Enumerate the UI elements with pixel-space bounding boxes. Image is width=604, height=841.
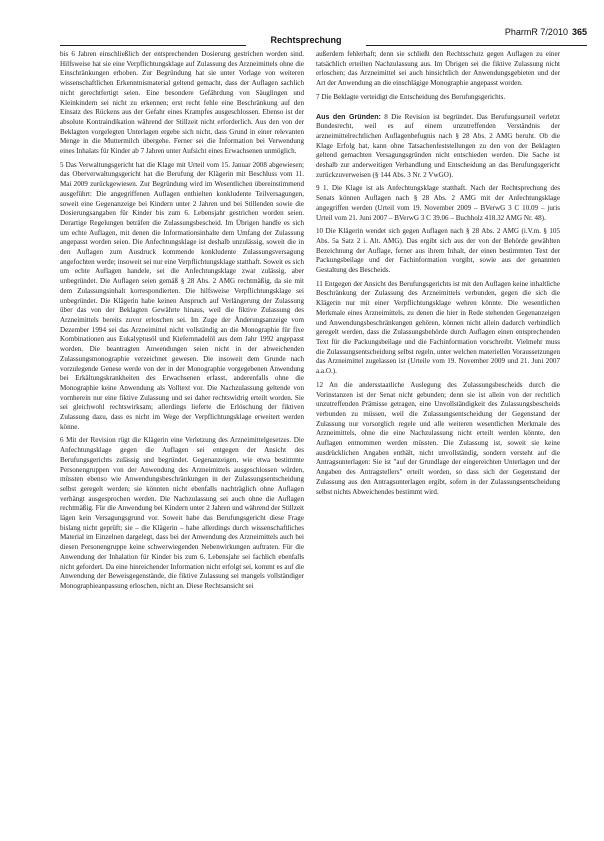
- paragraph: 9 1. Die Klage ist als Anfechtungsklage statthaft. Nach der Rechtsprechung des Senats können Auflagen nach § 28 Abs. 2 AMG mit der Anfechtungsklage angegriffen werden (Urteil vom 19. November 2009 – BVerwG 3 C 10.09 – juris Urteil vom 21. Juni 2007 – BVerwG 3 C 39.06 – Buchholz 418.32 AMG Nr. 48).: [316, 184, 560, 222]
- section-title: Rechtsprechung: [270, 35, 342, 45]
- paragraph: 10 Die Klägerin wendet sich gegen Auflagen nach § 28 Abs. 2 AMG (i.V.m. § 105 Abs. 5a Satz 2 i. Alt. AMG). Das ergibt sich aus der von der Behörde gewählten Bezeichnung der Auflage, ferner aus ihrem Inhalt, der einen bestimmten Text der Packungsbeilage und der Fachinformation vorgibt, sowie aus der genannten Gestaltung des Bescheids.: [316, 227, 560, 275]
- reasons-heading: Aus den Gründen:: [316, 112, 381, 121]
- header-rule-right: [366, 45, 587, 46]
- page-header: [0, 0, 604, 48]
- left-column: [60, 50, 304, 834]
- journal-info: [505, 27, 587, 37]
- paragraph: 7 Die Beklagte verteidigt die Entscheidung des Berufungsgerichts.: [316, 92, 506, 101]
- paragraph: 12 An die andersstaatliche Auslegung des Zulassungsbescheids durch die Vorinstanzen ist der Senat nicht gebunden; denn sie ist allein von der rechtlich unzutreffenden Prämisse getragen, eine Unvollständigkeit des Zulassungsbescheids verbunden zu müssen, weil die Zulassungsentscheidung der Gegenstand der Zulassung nur vorsorglich regele und alle weiteren wesentlichen Merkmale des Arzneimittels, ohne die eine Nachzulassung nicht erteilt werden könnte, den Auflagen entnommen werden müssten. Die Zulassung ist, soweit sie keine ausdrücklichen Angaben enthält, nicht unvollständig, sondern versteht auf die Antragsunterlagen: Sie ist "auf der Grundlage der eingereichten Unterlagen und der Angaben des Antragstellers" erteilt worden, so dass sich der Gegenstand der Zulassung aus den Antragsunterlagen ergibt, sofern in der Zulassungsentscheidung selbst nichts Abweichendes bestimmt wird.: [316, 380, 560, 496]
- paragraph: außerdem fehlerhaft; denn sie schließt den Rechtsschutz gegen Auflagen zu einer tatsächlich erteilten Nachzulassung aus. Im Übrigen sei die fiktive Zulassung nicht erloschen; das Arzneimittel sei auch hinsichtlich der Anwendungsgebieten und der Art der Anwendung an die einschlägige Monographie angepasst worden.: [316, 50, 560, 88]
- header-rule-left: [60, 45, 246, 46]
- paragraph: 11 Entgegen der Ansicht des Berufungsgerichts ist mit den Auflagen keine inhaltliche Beschränkung der Zulassung des Arzneimittels verbunden, gegen die sich die Klägerin nur mit einer Verpflichtungsklage wehren könnte. Die wesentlichen Merkmale eines Arzneimittels, zu denen die hier in Rede stehenden Gegenanzeigen und Anwendungsbeschränkungen gehören, können nicht allein dadurch verbindlich geregelt werden, dass die Zulassungsbehörde durch Auflagen einen entsprechenden Text für die Packungsbeilage und die Fachinformation vorschreibt. Vielmehr muss die Zulassungsentscheidung selbst regeln, unter welchen materiellen Voraussetzungen das Arzneimittel zugelassen ist (Urteile vom 19. November 2009 und 21. Juni 2007 a.a.O.).: [316, 279, 560, 376]
- paragraph-text: 8 Die Revision ist begründet. Das Berufungsurteil verletzt Bundesrecht, weil es auf einem unzutreffenden Verständnis der arzneimittelrechtlichen Auflagenbefugnis nach § 28 Abs. 2 AMG beruht. Ob die Klage Erfolg hat, kann ohne Tatsachenfeststellungen zu den von der Beklagten geltend gemachten Versagungsgründen nicht entschieden werden. Die Sache ist deshalb zur anderweitigen Verhandlung und Entscheidung an das Berufungsgericht zurückzuverweisen (§ 144 Abs. 3 Nr. 2 VwGO).: [316, 112, 560, 179]
- page-number: 365: [571, 27, 587, 37]
- journal-issue: PharmR 7/2010: [504, 27, 568, 37]
- paragraph: 5 Das Verwaltungsgericht hat die Klage mit Urteil vom 15. Januar 2008 abgewiesen; das Oberverwaltungsgericht hat die Berufung der Klägerin mit Beschluss vom 11. Mai 2009 zurückgewiesen. Zur Begründung wird im Wesentlichen übereinstimmend ausgeführt: Die angegriffenen Auflagen enthielten konkludente Teilversagungen, soweit eine Gegenanzeige bei Kindern unter 2 Jahren und bei Stillenden sowie die Dosierungsangaben für Kinder bis zum 6. Lebensjahr gestrichen worden seien. Derartige Regelungen beträfen die Zulassungsbescheid. Im Übrigen handle es sich um echte Auflagen, mit denen die Informationsinhalte dem Umfang der Zulassung angepasst worden seien. Die Anfechtungsklage ist deshalb unzulässig, soweit die in den Auflagen zum Ausdruck kommende konkludente Zulassungsversagung angefochten werde; insoweit sei nur eine Verpflichtungsklage statthaft. Soweit es sich um echte Auflagen handele, sei die Anfechtungsklage zwar zulässig, aber unbegründet. Die Auflagen seien gemäß § 28 Abs. 2 AMG rechtmäßig, da sie mit dem Zulassungsinhalt korrespondierten. Die hilfsweise Verpflichtungsklage sei unbegründet. Die Klägerin habe keinen Anspruch auf Verlängerung der Zulassung über das von der Beklagten Gewährte hinaus, weil die fiktive Zulassung des Arzneimittels bereits zuvor erloschen sei. Im Zuge der Änderungsanzeige vom Dezember 1994 sei das Arzneimittel nicht vollständig an die Monographie für fixe Kombinationen aus Eukalyptusöl und Kiefernnadelöl aus dem Jahr 1992 angepasst worden. Die beantragten Anwendungen seien nicht in der abweichenden Zulassungsmonographie verzeichnet gewesen. Die insoweit dem Grunde nach vorzulegende Genese werde von der in der Monographie vorgegebenen Anwendung bei Erkältungskrankheiten des Erwachsenen erfasst, anderenfalls ohne die Monographie keine Anwendung als Volltext vor. Die Nachzulassung geltende von vornherein nur eine fiktive Zulassung und sei daher rechtswidrig erteilt worden. Sie sei gleichwohl rechtswirksam; allerdings lieferte die Erlöschung der fiktiven Zulassung dazu, dass es nicht im Wege der Verpflichtungsklage erweitert werden könne.: [60, 160, 304, 431]
- right-column: [316, 50, 560, 834]
- paragraph: 6 Mit der Revision rügt die Klägerin eine Verletzung des Arzneimittelgesetzes. Die Anfechtungsklage gegen die Auflagen sei entgegen der Ansicht des Berufungsgerichts zulässig und begründet. Gegenanzeigen, wie etwa bestimmte Personengruppen von der Anwendung des Arzneimittels ausgeschlossen würden, müssten ebenso wie Anwendungsbeschränkungen in der Zulassungsentscheidung selbst geregelt werden; sie könnten nicht ebenfalls nachträglich ohne Auflagen verhängt ausgesprochen werden. Die Nachzulassung sei auch ohne die Auflagen rechtmäßig. Für die Anwendung bei Kindern unter 2 Jahren und während der Stillzeit lägen kein Versagungsgrund vor. Soweit habe das Berufungsgericht diese Frage bislang nicht geprüft; sie – die Klägerin – habe allerdings durch wissenschaftliches Material im Einzelnen dargelegt, dass bei der Anwendung des Arzneimittels auch bei diesen Personengruppe keine schwerwiegenden Nebenwirkungen auftraten. Für die Anwendung der Inhalation für Kinder bis zum 6. Lebensjahr sei fachlich ebenfalls nicht gefordert. Da eine hinreichender Information nicht erfolgt sei, kommt es auf die Anwendung der Beweisgegenstände, die fiktive Zulassung sei mangels vollständiger Monographieanpassung erloschen, nicht an. Diese Rechtsansicht sei: [60, 436, 304, 590]
- paragraph: [316, 113, 560, 181]
- paragraph: bis 6 Jahren einschließlich der entsprechenden Dosierung gestrichen worden sind. Hilfsweise hat sie eine Verpflichtungsklage auf Zulassung des Arzneimittels ohne die Einschränkungen erhoben. Zur Begründung hat sie unter Vorlage von weiteren wissenschaftlichen Erkenntnismaterial geltend gemacht, dass der Auflagen sachlich nicht gerechtfertigt seien. Eine besondere Gefährdung von Säuglingen und Kleinkindern sei nicht zu erkennen; erst recht fehle eine Beschränkung auf den Einsatz des Rückens aus der Gefahr eines Krampfes ausgeschlossen. Ebenso ist der absolute Kontraindikation während der Stillzeit nicht erforderlich. Aus den von der Beklagten vorgelegten Unterlagen ergebe sich nicht, dass Grund in einer relevanten Menge in die Muttermilch übergehe. Ferner sei die Information bei Verwendung eines Inhalats für Kinder ab 7 Jahren unter Aufsicht eines Erwachsenen unmöglich.: [60, 50, 304, 156]
